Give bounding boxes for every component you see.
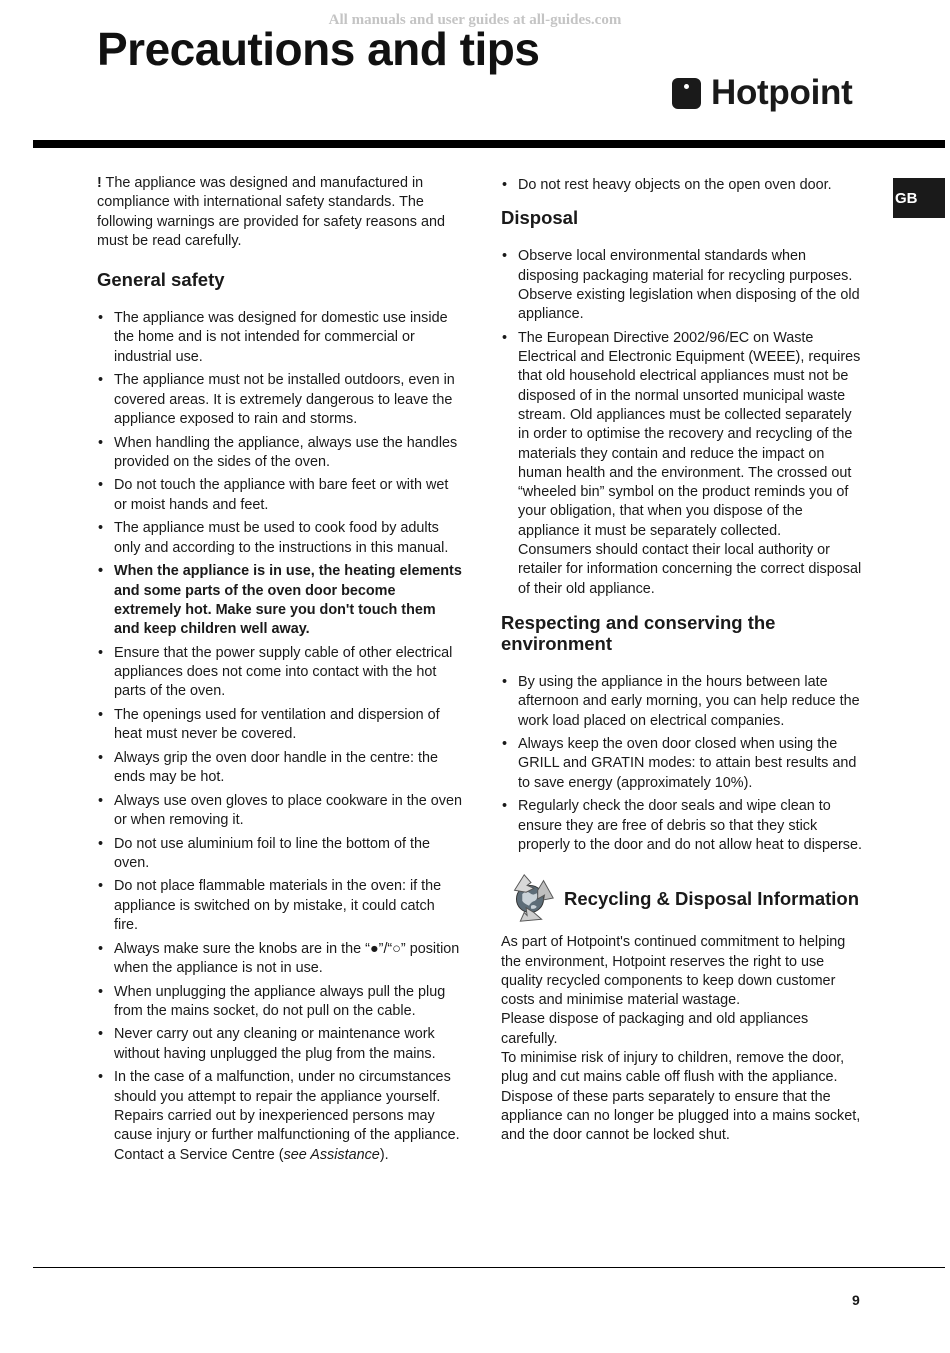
watermark: All manuals and user guides at all-guides.com: [328, 12, 622, 28]
recycling-heading: Recycling & Disposal Information: [564, 887, 860, 909]
general-safety-heading: General safety: [97, 269, 225, 291]
disposal-heading: Disposal: [501, 207, 579, 229]
environment-list: [501, 673, 866, 855]
list-item: • When handling the appliance, always use the handles provided on the sides of the oven.: [97, 434, 462, 473]
general-safety-list: [97, 309, 462, 1165]
list-item: • Ensure that the power supply cable of other electrical appliances does not come into contact with the hot parts of the oven.: [97, 644, 462, 702]
hotpoint-logo-icon: [672, 78, 701, 109]
list-item: • Do not rest heavy objects on the open oven door.: [501, 176, 866, 195]
list-item: • Do not touch the appliance with bare feet or with wet or moist hands and feet.: [97, 476, 462, 515]
language-tab: GB: [893, 178, 945, 218]
list-item: • When unplugging the appliance always pull the plug from the mains socket, do not pull on the cable.: [97, 983, 462, 1022]
left-column: [97, 174, 462, 1169]
malfunction-text-end: ).: [379, 1146, 389, 1163]
right-column: [501, 176, 866, 1145]
list-item-warning: • When the appliance is in use, the heating elements and some parts of the oven door become extremely hot. Make sure you don't touch them and keep children well away.: [97, 562, 462, 639]
list-item: • The openings used for ventilation and dispersion of heat must never be covered.: [97, 706, 462, 745]
list-item: • The appliance must be used to cook food by adults only and according to the instructions in this manual.: [97, 519, 462, 558]
brand-logo: [672, 73, 852, 113]
page-title: Precautions and tips: [97, 23, 540, 75]
warning-mark: !: [97, 175, 102, 191]
recycling-paragraph: As part of Hotpoint's continued commitment to helping the environment, Hotpoint reserves the right to use quality recycled components to keep down customer costs and minimise material wastage.: [501, 934, 846, 1009]
list-item: • The appliance must not be installed outdoors, even in covered areas. It is extremely dangerous to leave the appliance exposed to rain and storms.: [97, 371, 462, 429]
oven-door-list: [501, 176, 866, 195]
assistance-reference: see Assistance: [283, 1146, 380, 1163]
intro-paragraph: [97, 174, 462, 251]
list-item: • The appliance was designed for domestic use inside the home and is not intended for commercial or industrial use.: [97, 309, 462, 367]
malfunction-text: In the case of a malfunction, under no circumstances should you attempt to repair the appliance yourself. Repairs carried out by inexperienced persons may cause injury or further malfunctioning of the appliance. Contact a Service Centre (: [114, 1069, 460, 1163]
intro-text: The appliance was designed and manufactured in compliance with international safety standards. The following warnings are provided for safety reasons and must be read carefully.: [97, 175, 445, 249]
list-item: • The European Directive 2002/96/EC on Waste Electrical and Electronic Equipment (WEEE), requires that old household electrical appliances must not be disposed of in the normal unsorted municipal waste stream. Old appliances must be collected separately in order to optimise the recovery and recycling of the materials they contain and reduce the impact on human health and the environment. The crossed out “wheeled bin” symbol on the product reminds you of your obligation, that when you dispose of the appliance it must be separately collected. Consumers should contact their local authority or retailer for information concerning the correct disposal of their old appliance.: [501, 329, 866, 599]
list-item: • Do not use aluminium foil to line the bottom of the oven.: [97, 835, 462, 874]
recycling-text: [501, 933, 866, 1145]
list-item: • Always keep the oven door closed when using the GRILL and GRATIN modes: to attain best results and to save energy (approximately 10%).: [501, 735, 866, 793]
recycling-icon: [501, 869, 559, 927]
list-item: • Never carry out any cleaning or maintenance work without having unplugged the plug from the mains.: [97, 1025, 462, 1064]
list-item: • Do not place flammable materials in the oven: if the appliance is switched on by mistake, it could catch fire.: [97, 877, 462, 935]
recycling-paragraph: Please dispose of packaging and old appliances carefully.: [501, 1011, 809, 1047]
environment-heading: Respecting and conserving the environment: [501, 611, 776, 654]
header-rule: [33, 140, 945, 148]
recycling-header: [501, 869, 866, 927]
disposal-list: [501, 247, 866, 599]
list-item: • Regularly check the door seals and wipe clean to ensure they are free of debris so that they stick properly to the door and do not allow heat to disperse.: [501, 797, 866, 855]
list-item: • Always grip the oven door handle in the centre: the ends may be hot.: [97, 749, 462, 788]
list-item: • Always use oven gloves to place cookware in the oven or when removing it.: [97, 792, 462, 831]
list-item: • Observe local environmental standards when disposing packaging material for recycling purposes. Observe existing legislation when disposing of the old appliance.: [501, 247, 866, 324]
recycling-paragraph: To minimise risk of injury to children, remove the door, plug and cut mains cable off flush with the appliance. Dispose of these parts separately to ensure that the appliance can no longer be plugged into a mains socket, and the door cannot be locked shut.: [501, 1049, 861, 1144]
list-item: [97, 1068, 462, 1164]
brand-name: Hotpoint: [711, 73, 853, 112]
list-item: • By using the appliance in the hours between late afternoon and early morning, you can help reduce the work load placed on electrical companies.: [501, 673, 866, 731]
footer-rule: [33, 1267, 945, 1268]
list-item: • Always make sure the knobs are in the “●”/“○” position when the appliance is not in use.: [97, 940, 462, 979]
page-number: 9: [852, 1292, 860, 1308]
